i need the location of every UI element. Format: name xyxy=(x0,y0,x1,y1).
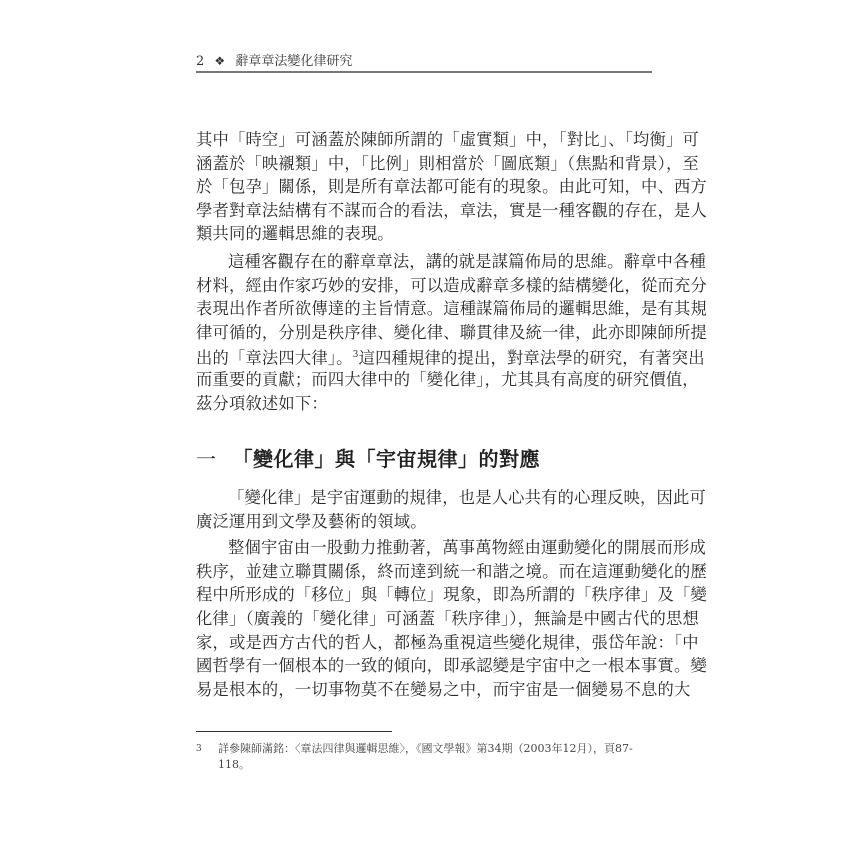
text-line: 學者對章法結構有不謀而合的看法，章法，實是一種客觀的存在，是人 xyxy=(196,200,707,220)
text-line: 家，或是西方古代的哲人，都極為重視這些變化規律，張岱年說：「中 xyxy=(196,632,699,652)
text-line: 表現出作者所欲傳達的主旨情意。這種謀篇佈局的邏輯思維，是有其規 xyxy=(196,299,707,319)
footnote xyxy=(196,741,656,773)
footnote-text: 詳參陳師滿銘：〈章法四律與邏輯思維〉，《國文學報》第34期（2003年12月），頁87- xyxy=(218,742,633,755)
text-line: 涵蓋於「映襯類」中，「比例」則相當於「圖底類」（焦點和背景），至 xyxy=(196,153,699,173)
page-number: 2 xyxy=(196,54,205,69)
text-line: 律可循的，分別是秩序律、變化律、聯貫律及統一律，此亦即陳師所提 xyxy=(196,322,707,342)
footnote-text-continued: 118。 xyxy=(218,758,250,771)
text-line xyxy=(196,344,705,368)
text-line: 其中「時空」可涵蓋於陳師所謂的「虛實類」中，「對比」、「均衡」可 xyxy=(196,130,699,149)
running-header xyxy=(196,50,652,72)
text-line: 茲分項敘述如下： xyxy=(196,393,328,413)
text-line: 廣泛運用到文學及藝術的領域。 xyxy=(196,511,427,531)
section-heading xyxy=(196,443,540,472)
paragraph-3 xyxy=(196,486,706,533)
body-text-bottom xyxy=(196,486,707,701)
text-line: 易是根本的，一切事物莫不在變易之中，而宇宙是一個變易不息的大 xyxy=(196,679,691,699)
text-line: 國哲學有一個根本的一致的傾向，即承認變是宇宙中之一根本事實。變 xyxy=(196,656,707,676)
text-line: 而重要的貢獻；而四大律中的「變化律」，尤其具有高度的研究價值， xyxy=(196,369,699,389)
footnote-rule xyxy=(196,731,392,732)
section-title: 「變化律」與「宇宙規律」的對應 xyxy=(232,447,540,471)
ornament-icon: ❖ xyxy=(214,54,226,68)
text-segment: 這四種規律的提出，對章法學的研究，有著突出 xyxy=(358,348,705,368)
paragraph-2 xyxy=(196,250,707,415)
footnote-reference[interactable]: 3 xyxy=(352,350,359,361)
paragraph-4 xyxy=(196,536,707,701)
text-line: 類共同的邏輯思維的表現。 xyxy=(196,224,394,244)
text-line: 整個宇宙由一股動力推動著，萬事萬物經由運動變化的開展而形成 xyxy=(228,538,706,558)
text-line: 「變化律」是宇宙運動的規律，也是人心共有的心理反映，因此可 xyxy=(228,488,706,507)
text-segment: 出的「章法四大律」。 xyxy=(196,348,353,368)
text-line: 於「包孕」關係，則是所有章法都可能有的現象。由此可知，中、西方 xyxy=(196,177,707,197)
section-number: 一 xyxy=(196,447,217,471)
text-line: 程中所形成的「移位」與「轉位」現象，即為所謂的「秩序律」及「變 xyxy=(196,585,707,605)
header-rule xyxy=(196,71,652,73)
text-line: 這種客觀存在的辭章章法，講的就是謀篇佈局的思維。辭章中各種 xyxy=(228,251,706,271)
footnote-mark: 3 xyxy=(196,744,202,754)
book-title: 辭章章法變化律研究 xyxy=(235,54,353,69)
text-line: 秩序，並建立聯貫關係，終而達到統一和諧之境。而在這運動變化的歷 xyxy=(196,561,707,581)
body-text-top xyxy=(196,128,707,415)
text-line: 材料，經由作家巧妙的安排，可以造成辭章多樣的結構變化，從而充分 xyxy=(196,275,707,295)
paragraph-1 xyxy=(196,128,707,246)
text-line: 化律」（廣義的「變化律」可涵蓋「秩序律」），無論是中國古代的思想 xyxy=(196,608,699,628)
